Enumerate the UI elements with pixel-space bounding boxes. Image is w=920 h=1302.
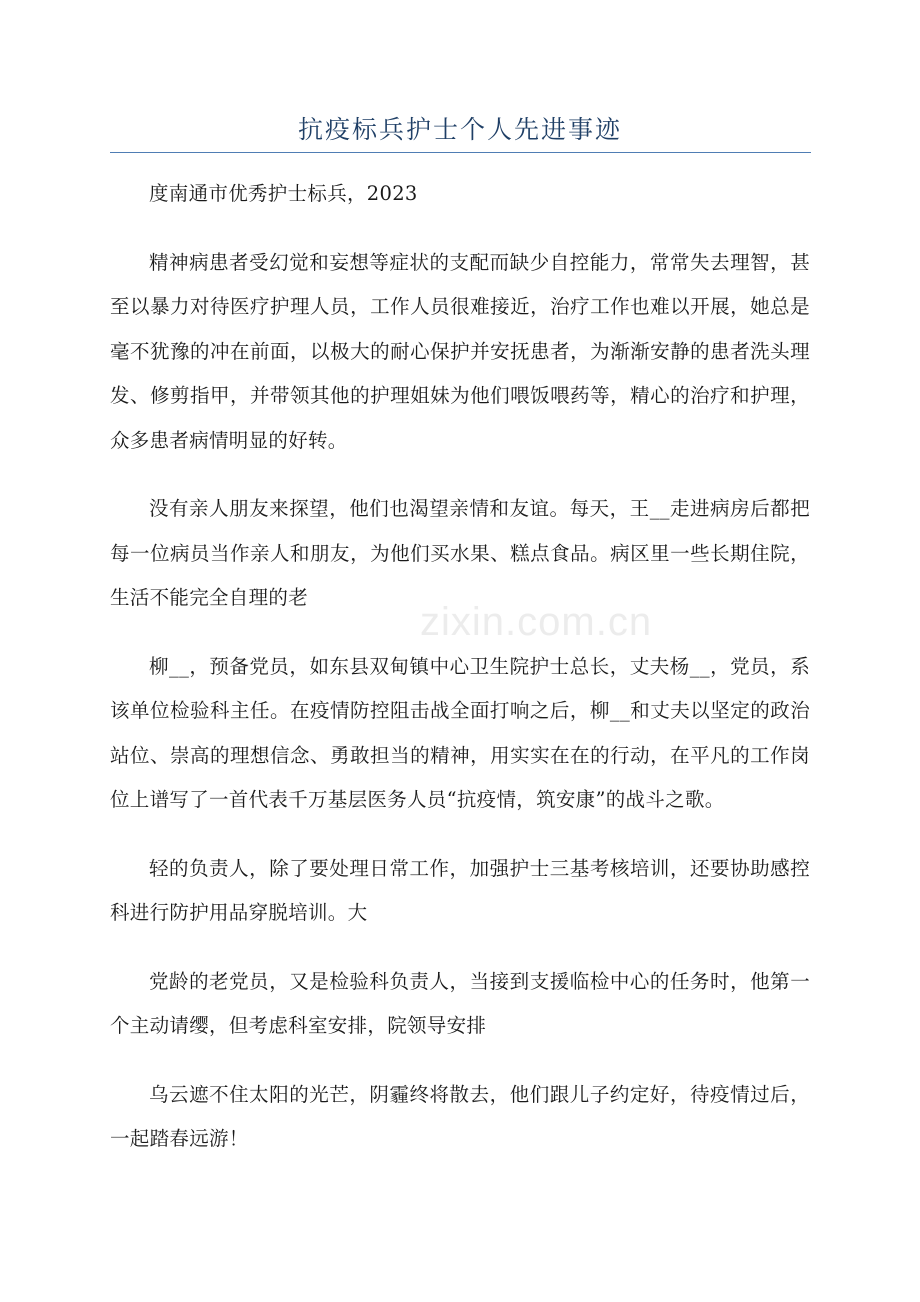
paragraph-4: 柳__，预备党员，如东县双甸镇中心卫生院护士总长，丈夫杨__，党员，系该单位检验科主任。在疫情防控阻击战全面打响之后，柳__和丈夫以坚定的政治站位、崇高的理想信念、勇敢担当的精神，用实实在在的行动，在平凡的工作岗位上谱写了一首代表千万基层医务人员“抗疫情，筑安康”的战斗之歌。 <box>110 654 810 811</box>
paragraph-1: 度南通市优秀护士标兵，2023 <box>149 182 418 205</box>
paragraph-2: 精神病患者受幻觉和妄想等症状的支配而缺少自控能力，常常失去理智，甚至以暴力对待医疗护理人员，工作人员很难接近，治疗工作也难以开展，她总是毫不犹豫的冲在前面，以极大的耐心保护并安抚患者，为渐渐安静的患者洗头理发、修剪指甲，并带领其他的护理姐妹为他们喂饭喂药等，精心的治疗和护理，众多患者病情明显的好转。 <box>110 250 810 452</box>
paragraph-6: 党龄的老党员，又是检验科负责人，当接到支援临检中心的任务时，他第一个主动请缨，但考虑科室安排，院领导安排 <box>110 969 810 1037</box>
title-underline <box>110 152 811 153</box>
watermark: zixin.com.cn <box>420 600 653 644</box>
paragraph-5: 轻的负责人，除了要处理日常工作，加强护士三基考核培训，还要协助感控科进行防护用品穿脱培训。大 <box>110 856 810 924</box>
paragraph-7: 乌云遮不住太阳的光芒，阴霾终将散去，他们跟儿子约定好，待疫情过后，一起踏春远游！ <box>110 1082 810 1150</box>
document-body <box>110 172 810 1186</box>
document-title: 抗疫标兵护士个人先进事迹 <box>297 115 622 144</box>
paragraph-3: 没有亲人朋友来探望，他们也渴望亲情和友谊。每天，王__走进病房后都把每一位病员当作亲人和朋友，为他们买水果、糕点食品。病区里一些长期住院，生活不能完全自理的老 <box>110 497 810 609</box>
